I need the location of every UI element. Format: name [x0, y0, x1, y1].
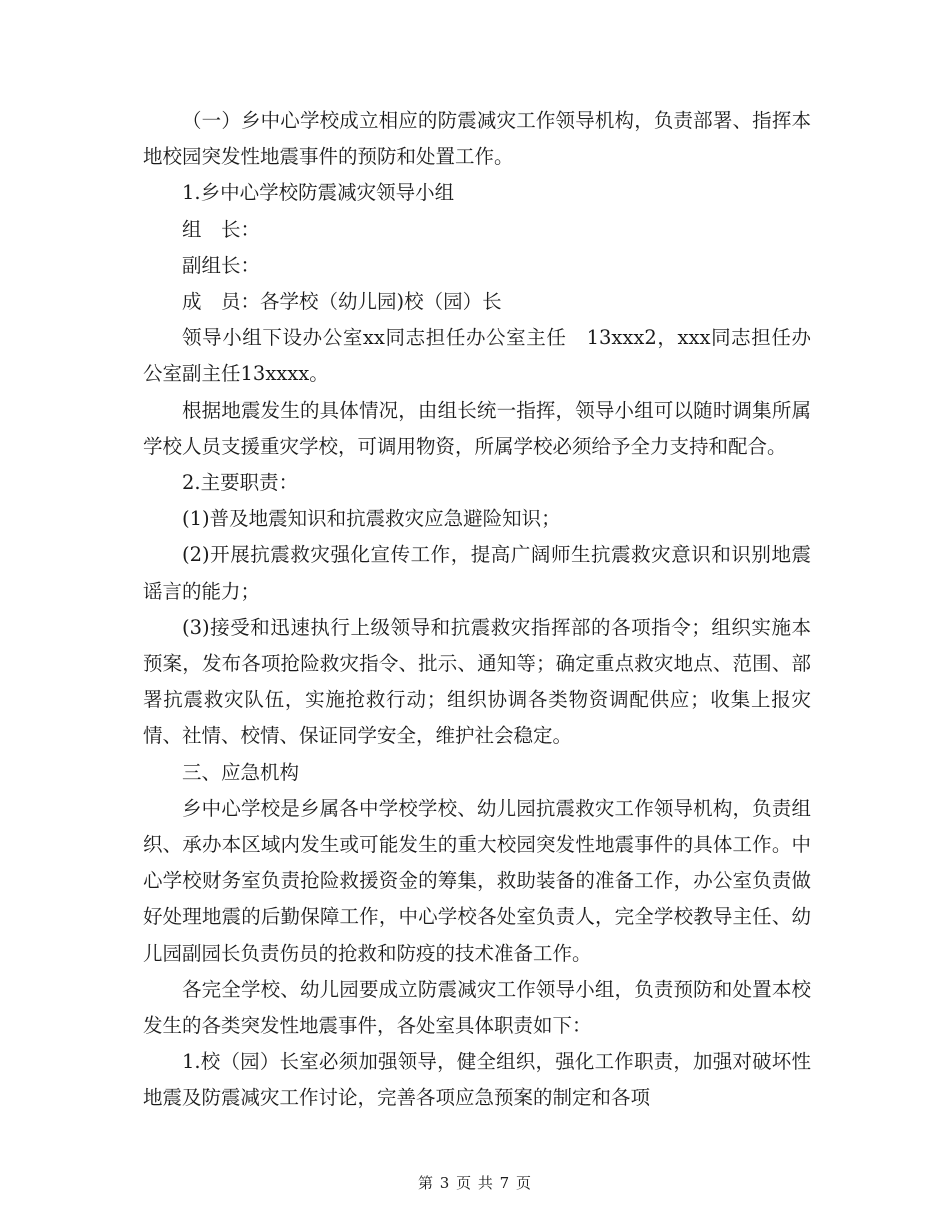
paragraph: 根据地震发生的具体情况，由组长统一指挥，领导小组可以随时调集所属学校人员支援重灾学校，可调用物资，所属学校必须给予全力支持和配合。 — [143, 398, 811, 458]
paragraph: 副组长： — [182, 253, 261, 277]
paragraph: 1.乡中心学校防震减灾领导小组 — [182, 181, 455, 205]
paragraph: 2.主要职责： — [182, 471, 299, 495]
paragraph: 各完全学校、幼儿园要成立防震减灾工作领导小组，负责预防和处置本校发生的各类突发性地震事件，各处室具体职责如下： — [143, 977, 811, 1038]
paragraph: 成 员：各学校（幼儿园)校（园）长 — [182, 290, 502, 314]
paragraph: (3)接受和迅速执行上级领导和抗震救灾指挥部的各项指令；组织实施本预案，发布各项抢险救灾指令、批示、通知等；确定重点救灾地点、范围、部署抗震救灾队伍，实施抢救行动；组织协调各类物资调配供应；收集上报灾情、社情、校情、保证同学安全，维护社会稳定。 — [143, 615, 811, 748]
paragraph: (2)开展抗震救灾强化宣传工作，提高广阔师生抗震救灾意识和识别地震谣言的能力； — [143, 543, 811, 603]
paragraph: 1.校（园）长室必须加强领导，健全组织，强化工作职责，加强对破坏性地震及防震减灾工作讨论，完善各项应急预案的制定和各项 — [143, 1050, 811, 1110]
paragraph: （一）乡中心学校成立相应的防震减灾工作领导机构，负责部署、指挥本地校园突发性地震事件的预防和处置工作。 — [143, 109, 811, 169]
paragraph: 三、应急机构 — [182, 760, 300, 784]
paragraph: (1)普及地震知识和抗震救灾应急避险知识； — [182, 507, 561, 531]
paragraph: 领导小组下设办公室xx同志担任办公室主任 13xxx2，xxx同志担任办公室副主任13xxxx。 — [143, 326, 811, 386]
paragraph: 组 长： — [182, 217, 261, 241]
page-number-footer: 第 3 页 共 7 页 — [418, 1174, 532, 1192]
document-body — [143, 103, 811, 1117]
paragraph: 乡中心学校是乡属各中学校学校、幼儿园抗震救灾工作领导机构，负责组织、承办本区域内发生或可能发生的重大校园突发性地震事件的具体工作。中心学校财务室负责抢险救援资金的筹集，救助装备的准备工作，办公室负责做好处理地震的后勤保障工作，中心学校各处室负责人，完全学校教导主任、幼儿园副园长负责伤员的抢救和防疫的技术准备工作。 — [143, 796, 811, 965]
